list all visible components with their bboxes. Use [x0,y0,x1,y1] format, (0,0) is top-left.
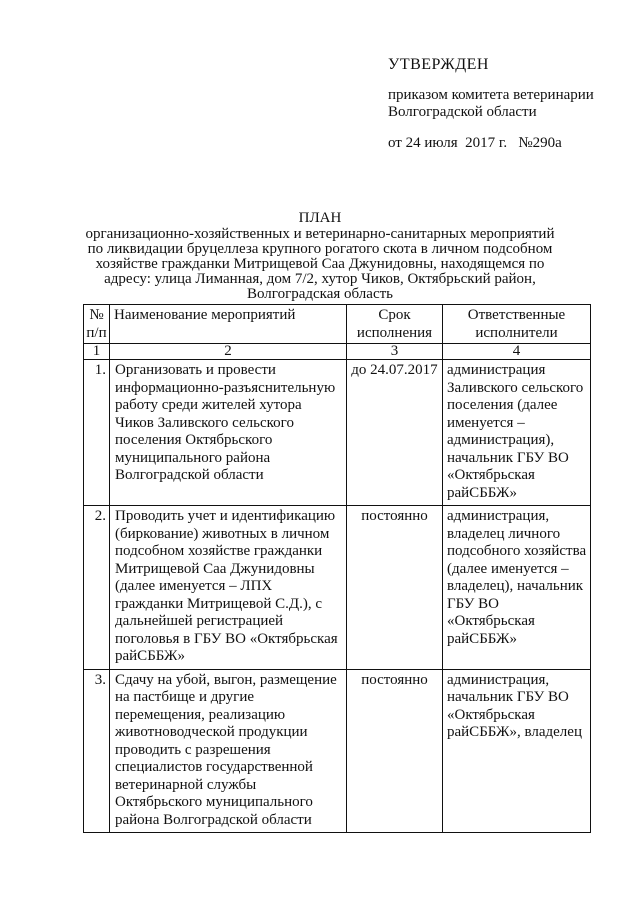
table-row [84,669,591,833]
header-num [84,305,110,344]
column-number: 1 [84,344,110,360]
table-header-row [84,305,591,344]
row-responsible: администрация, владелец личного подсобного хозяйства (далее именуется – владелец), начальник ГБУ ВО «Октябрьская райСББЖ» [443,506,591,670]
column-number-row [84,344,591,360]
row-number: 2. [84,506,110,670]
row-activity: Организовать и провести информационно-разъяснительную работу среди жителей хутора Чиков Заливского сельского поселения Октябрьского муниципального района Волгоградской области [110,360,347,506]
approval-order-line1: приказом комитета ветеринарии [388,87,594,103]
plan-subtitle-line: организационно-хозяйственных и ветеринарно-санитарных мероприятий [85,226,555,242]
row-term: постоянно [347,669,443,833]
row-number: 3. [84,669,110,833]
header-name: Наименование мероприятий [110,305,347,344]
row-term: постоянно [347,506,443,670]
plan-heading: ПЛАН [298,210,342,226]
row-term: до 24.07.2017 [347,360,443,506]
column-number: 2 [110,344,347,360]
row-responsible: администрация Заливского сельского поселения (далее именуется – администрация), начальник ГБУ ВО «Октябрьская райСББЖ» [443,360,591,506]
header-num-line2: п/п [86,324,107,341]
header-term-line2: исполнения [356,324,433,341]
row-number: 1. [84,360,110,506]
row-responsible: администрация, начальник ГБУ ВО «Октябрьская райСББЖ», владелец [443,669,591,833]
plan-subtitle-line: хозяйстве гражданки Митрищевой Саа Джунидовны, находящемся по [95,256,545,272]
approval-title: УТВЕРЖДЕН [388,56,489,73]
plan-subtitle-line: по ликвидации бруцеллеза крупного рогатого скота в личном подсобном [87,241,553,257]
column-number: 4 [443,344,591,360]
approval-block [388,56,594,152]
plan-table [83,304,591,833]
header-term [347,305,443,344]
header-responsible [443,305,591,344]
plan-subtitle-line: Волгоградская область [247,286,393,302]
row-activity: Проводить учет и идентификацию (биркование) животных в личном подсобном хозяйстве гражданки Митрищевой Саа Джунидовны (далее именуется – ЛПХ гражданки Митрищевой С.Д.), с дальнейшей регистрацией поголовья в ГБУ ВО «Октябрьская райСББЖ» [110,506,347,670]
approval-date: от 24 июля 2017 г. №290а [388,135,562,151]
table-row [84,360,591,506]
approval-order-line2: Волгоградской области [388,104,537,120]
approval-order [388,87,594,121]
table-row [84,506,591,670]
header-resp-line2: исполнители [475,324,558,341]
column-number: 3 [347,344,443,360]
row-activity: Сдачу на убой, выгон, размещение на пастбище и другие перемещения, реализацию животноводческой продукции проводить с разрешения специалистов государственной ветеринарной службы Октябрьского муниципального района Волгоградской области [110,669,347,833]
header-term-line1: Срок [378,307,411,323]
plan-title-block [60,211,580,302]
header-resp-line1: Ответственные [467,307,566,323]
plan-subtitle-line: адресу: улица Лиманная, дом 7/2, хутор Чиков, Октябрьский район, [104,271,536,287]
header-num-line1: № [89,307,104,323]
